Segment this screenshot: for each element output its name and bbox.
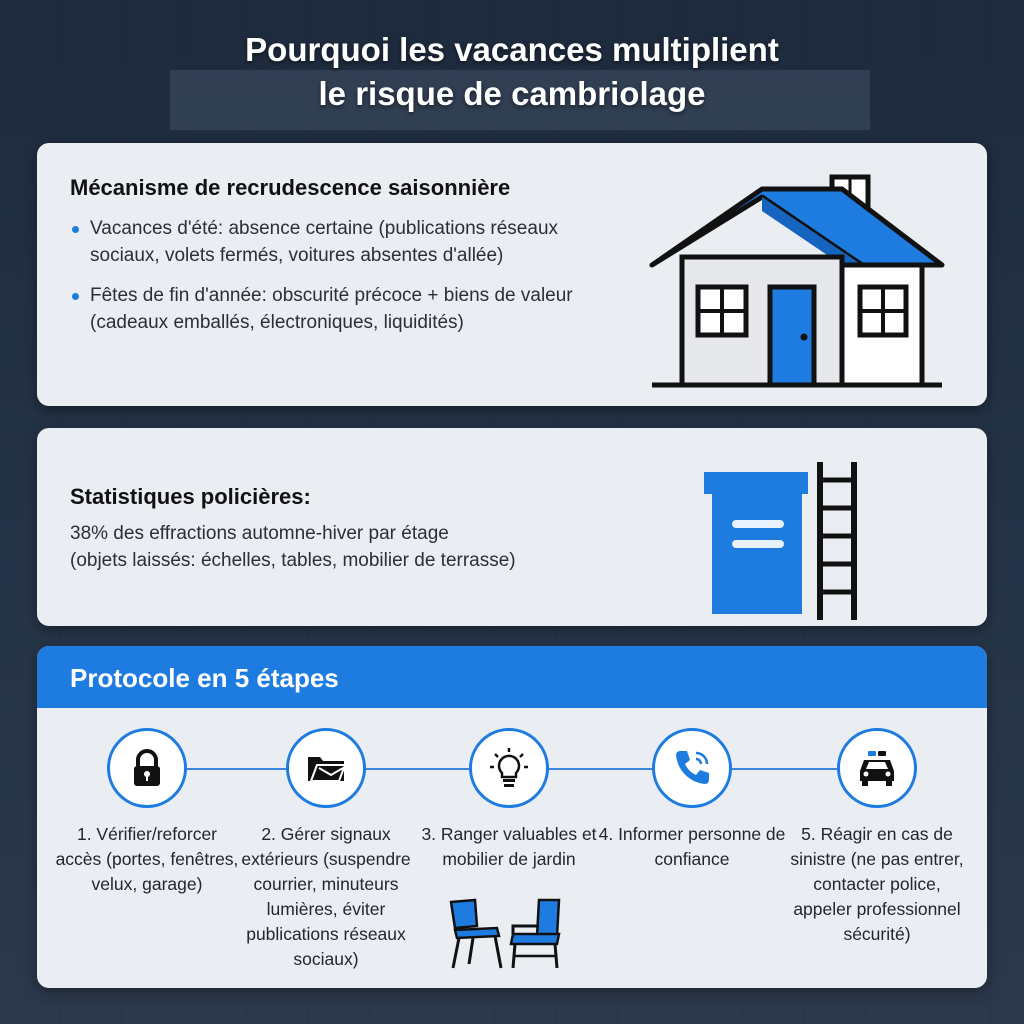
mailbox-icon	[305, 747, 347, 789]
step-1-circle	[107, 728, 187, 808]
step-5	[782, 728, 972, 947]
page-title	[0, 28, 1024, 116]
police-car-icon	[856, 747, 898, 789]
step-1	[52, 728, 242, 897]
list-item: Vacances d'été: absence certaine (publications réseaux sociaux, volets fermés, voitures absentes d'allée)	[70, 215, 600, 269]
phone-icon	[671, 747, 713, 789]
step-4	[597, 728, 787, 872]
list-item: Fêtes de fin d'année: obscurité précoce + biens de valeur (cadeaux emballés, électroniques, liquidités)	[70, 282, 600, 336]
step-4-text: 4. Informer personne de confiance	[598, 824, 786, 869]
house-icon	[642, 157, 952, 389]
protocol-heading: Protocole en 5 étapes	[70, 663, 339, 693]
step-3-circle	[469, 728, 549, 808]
lock-icon	[126, 747, 168, 789]
step-1-text: 1. Vérifier/reforcer accès (portes, fenêtres, velux, garage)	[55, 824, 239, 894]
stats-text	[70, 520, 630, 574]
title-line-1: Pourquoi les vacances multiplient	[245, 31, 779, 68]
step-5-circle	[837, 728, 917, 808]
stats-line-2: (objets laissés: échelles, tables, mobilier de terrasse)	[70, 550, 516, 571]
protocol-banner	[37, 646, 987, 708]
step-2-text: 2. Gérer signaux extérieurs (suspendre courrier, minuteurs lumières, éviter publications réseaux sociaux)	[241, 824, 411, 969]
mechanism-heading: Mécanisme de recrudescence saisonnière	[70, 175, 511, 200]
lightbulb-icon	[488, 747, 530, 789]
stats-line-1: 38% des effractions automne-hiver par étage	[70, 523, 449, 544]
step-5-text: 5. Réagir en cas de sinistre (ne pas entrer, contacter police, appeler professionnel sécurité)	[790, 824, 964, 944]
step-3-text: 3. Ranger valuables et mobilier de jardin	[421, 824, 597, 869]
step-4-circle	[652, 728, 732, 808]
title-line-2: le risque de cambriolage	[318, 75, 706, 112]
ladder-icon	[702, 442, 872, 620]
mechanism-list	[70, 215, 600, 349]
stats-card	[37, 428, 987, 626]
mechanism-card	[37, 143, 987, 406]
stats-heading: Statistiques policières:	[70, 484, 311, 509]
step-2	[231, 728, 421, 972]
protocol-card	[37, 646, 987, 988]
garden-chairs-icon	[447, 898, 587, 970]
step-3	[414, 728, 604, 872]
step-2-circle	[286, 728, 366, 808]
